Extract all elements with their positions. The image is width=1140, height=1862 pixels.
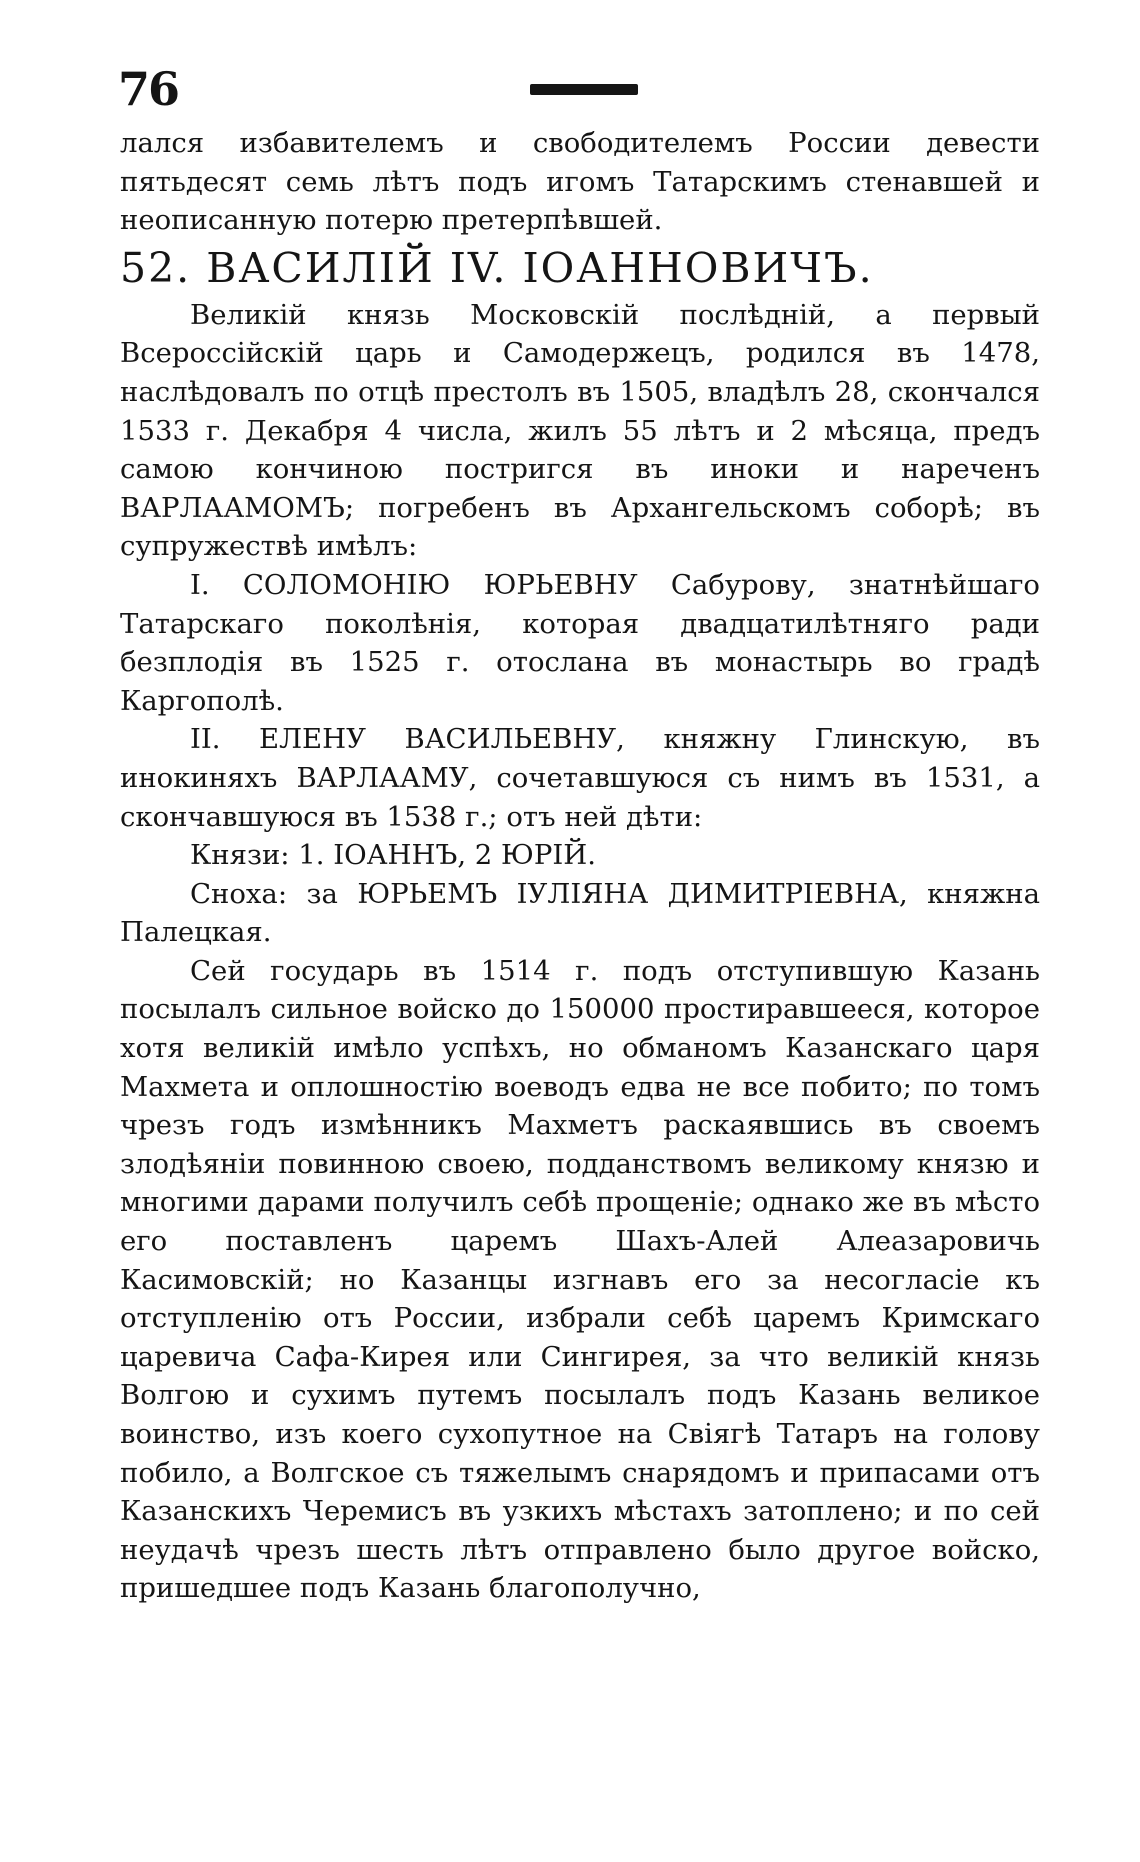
- paragraph-second-wife: II. ЕЛЕНУ ВАСИЛЬЕВНУ, княжну Глинскую, въ инокиняхъ ВАРЛААМУ, сочетавшуюся съ нимъ въ 1531, а скончавшуюся въ 1538 г.; отъ ней дѣти:: [120, 723, 1040, 833]
- paragraph-kazan-campaign: Сей государь въ 1514 г. подъ отступившую Казань посылалъ сильное войско до 150000 простиравшееся, которое хотя великій имѣло успѣхъ, но обманомъ Казанскаго царя Махмета и оплошностію воеводъ едва не все побито; по томъ чрезъ годъ измѣнникъ Махметъ раскаявшись въ своемъ злодѣяніи повинною своею, подданствомъ великому князю и многими дарами получилъ себѣ прощеніе; однако же въ мѣсто его поставленъ царемъ Шахъ-Алей Алеазаровичь Касимовскій; но Казанцы изгнавъ его за несогласіе къ отступленію отъ России, избрали себѣ царемъ Кримскаго царевича Сафа-Кирея или Сингирея, за что великій князь Волгою и сухимъ путемъ посылалъ подъ Казань великое воинство, изъ коего сухопутное на Свіягѣ Татаръ на голову побило, а Волгское съ тяжелымъ снарядомъ и припасами отъ Казанскихъ Черемисъ въ узкихъ мѣстахъ затоплено; и по сей неудачѣ чрезъ шесть лѣтъ отправлено было другое войско, пришедшее подъ Казань благополучно,: [120, 954, 1040, 1605]
- page-number: 76: [118, 62, 179, 116]
- page-text: [120, 124, 1040, 1608]
- paragraph-daughter-in-law: Сноха: за ЮРЬЕМЪ ІУЛІЯНА ДИМИТРІЕВНА, княжна Палецкая.: [120, 877, 1040, 949]
- reign-heading: 52. ВАСИЛІЙ IV. ІОАННОВИЧЪ.: [120, 243, 874, 292]
- paragraph-biography: Великій князь Московскій послѣдній, а первый Всероссійскій царь и Самодержецъ, родился въ 1478, наслѣдовалъ по отцѣ престолъ въ 1505, владѣлъ 28, скончался 1533 г. Декабря 4 числа, жилъ 55 лѣтъ и 2 мѣсяца, предъ самою кончиною постригся въ иноки и нареченъ ВАРЛААМОМЪ; погребенъ въ Архангельскомъ соборѣ; въ супружествѣ имѣлъ:: [120, 298, 1040, 563]
- header-ornament: [530, 84, 638, 95]
- paragraph-children: Князи: 1. ІОАННЪ, 2 ЮРІЙ.: [190, 839, 596, 872]
- paragraph-first-wife: I. СОЛОМОНІЮ ЮРЬЕВНУ Сабурову, знатнѣйшаго Татарскаго поколѣнія, которая двадцатилѣтняго ради безплодія въ 1525 г. отослана въ монастырь во градѣ Каргополѣ.: [120, 568, 1040, 717]
- paragraph-continuation: лался избавителемъ и свободителемъ России девести пятьдесят семь лѣтъ подъ игомъ Татарскимъ стенавшей и неописанную потерю претерпѣвшей.: [120, 127, 1040, 237]
